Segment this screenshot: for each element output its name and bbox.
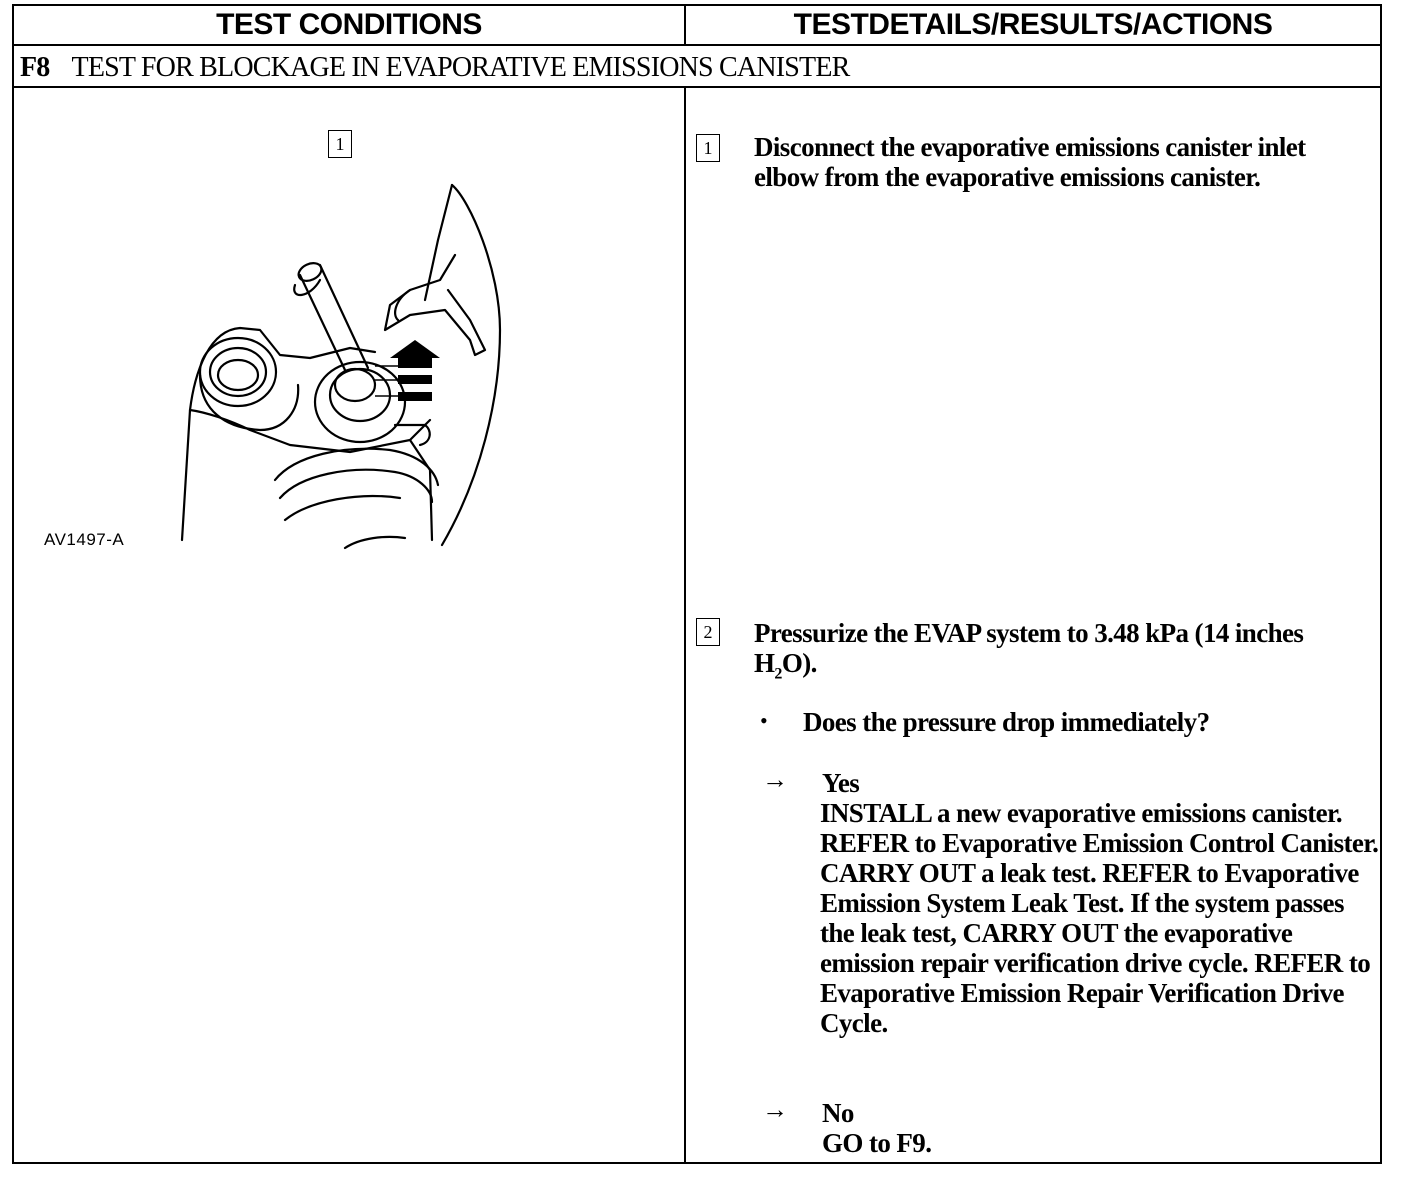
yes-arrow-icon: →: [762, 765, 788, 794]
section-code: F8: [20, 52, 50, 83]
no-arrow-icon: →: [762, 1095, 788, 1124]
no-action-pre: GO to: [822, 1128, 897, 1158]
step-2-text-end: O).: [781, 648, 817, 678]
step-2-text-line1: Pressurize the EVAP system to 3.48 kPa (14 inches: [754, 618, 1304, 648]
mounting-tab: [385, 255, 485, 355]
header-test-conditions: TEST CONDITIONS: [216, 8, 482, 41]
step-1-box: 1: [696, 134, 720, 162]
figure-step-box: 1: [328, 130, 352, 158]
no-label: No: [822, 1098, 854, 1128]
step-2-text-h: H: [754, 648, 775, 678]
section-title: [20, 50, 850, 86]
body-column-divider: [684, 86, 686, 1164]
canister-illustration: [170, 180, 520, 550]
figure-caption: AV1497-A: [44, 530, 125, 549]
header-divider: [12, 44, 1382, 46]
removal-arrow: [390, 340, 440, 401]
no-action-post: .: [925, 1128, 932, 1158]
step-1-text: Disconnect the evaporative emissions canister inlet elbow from the evaporative emissions canister.: [754, 132, 1306, 192]
title-divider: [12, 86, 1382, 88]
section-title-text: TEST FOR BLOCKAGE IN EVAPORATIVE EMISSIONS CANISTER: [71, 52, 850, 83]
step-2-question: Does the pressure drop immediately?: [803, 707, 1210, 737]
no-action-target: F9: [896, 1128, 926, 1158]
bracket-outline: [442, 185, 500, 545]
question-bullet: •: [760, 708, 768, 733]
no-action-text: [822, 1128, 1362, 1158]
inlet-port-outer: [315, 362, 405, 442]
canister-body: [182, 328, 375, 540]
step-2-text: [754, 618, 1374, 683]
step-2-text-sub: 2: [774, 665, 782, 683]
yes-action-text: INSTALL a new evaporative emissions canister. REFER to Evaporative Emission Control Canister. CARRY OUT a leak test. REFER to Evaporative Emission System Leak Test. If the system passes the leak test, CARRY OUT the evaporative emission repair verification drive cycle. REFER to Evaporative Emission Repair Verification Drive Cycle.: [820, 798, 1379, 1038]
header-test-details: TESTDETAILS/RESULTS/ACTIONS: [793, 8, 1273, 41]
yes-label: Yes: [822, 768, 860, 798]
step-2-box: 2: [696, 618, 720, 646]
